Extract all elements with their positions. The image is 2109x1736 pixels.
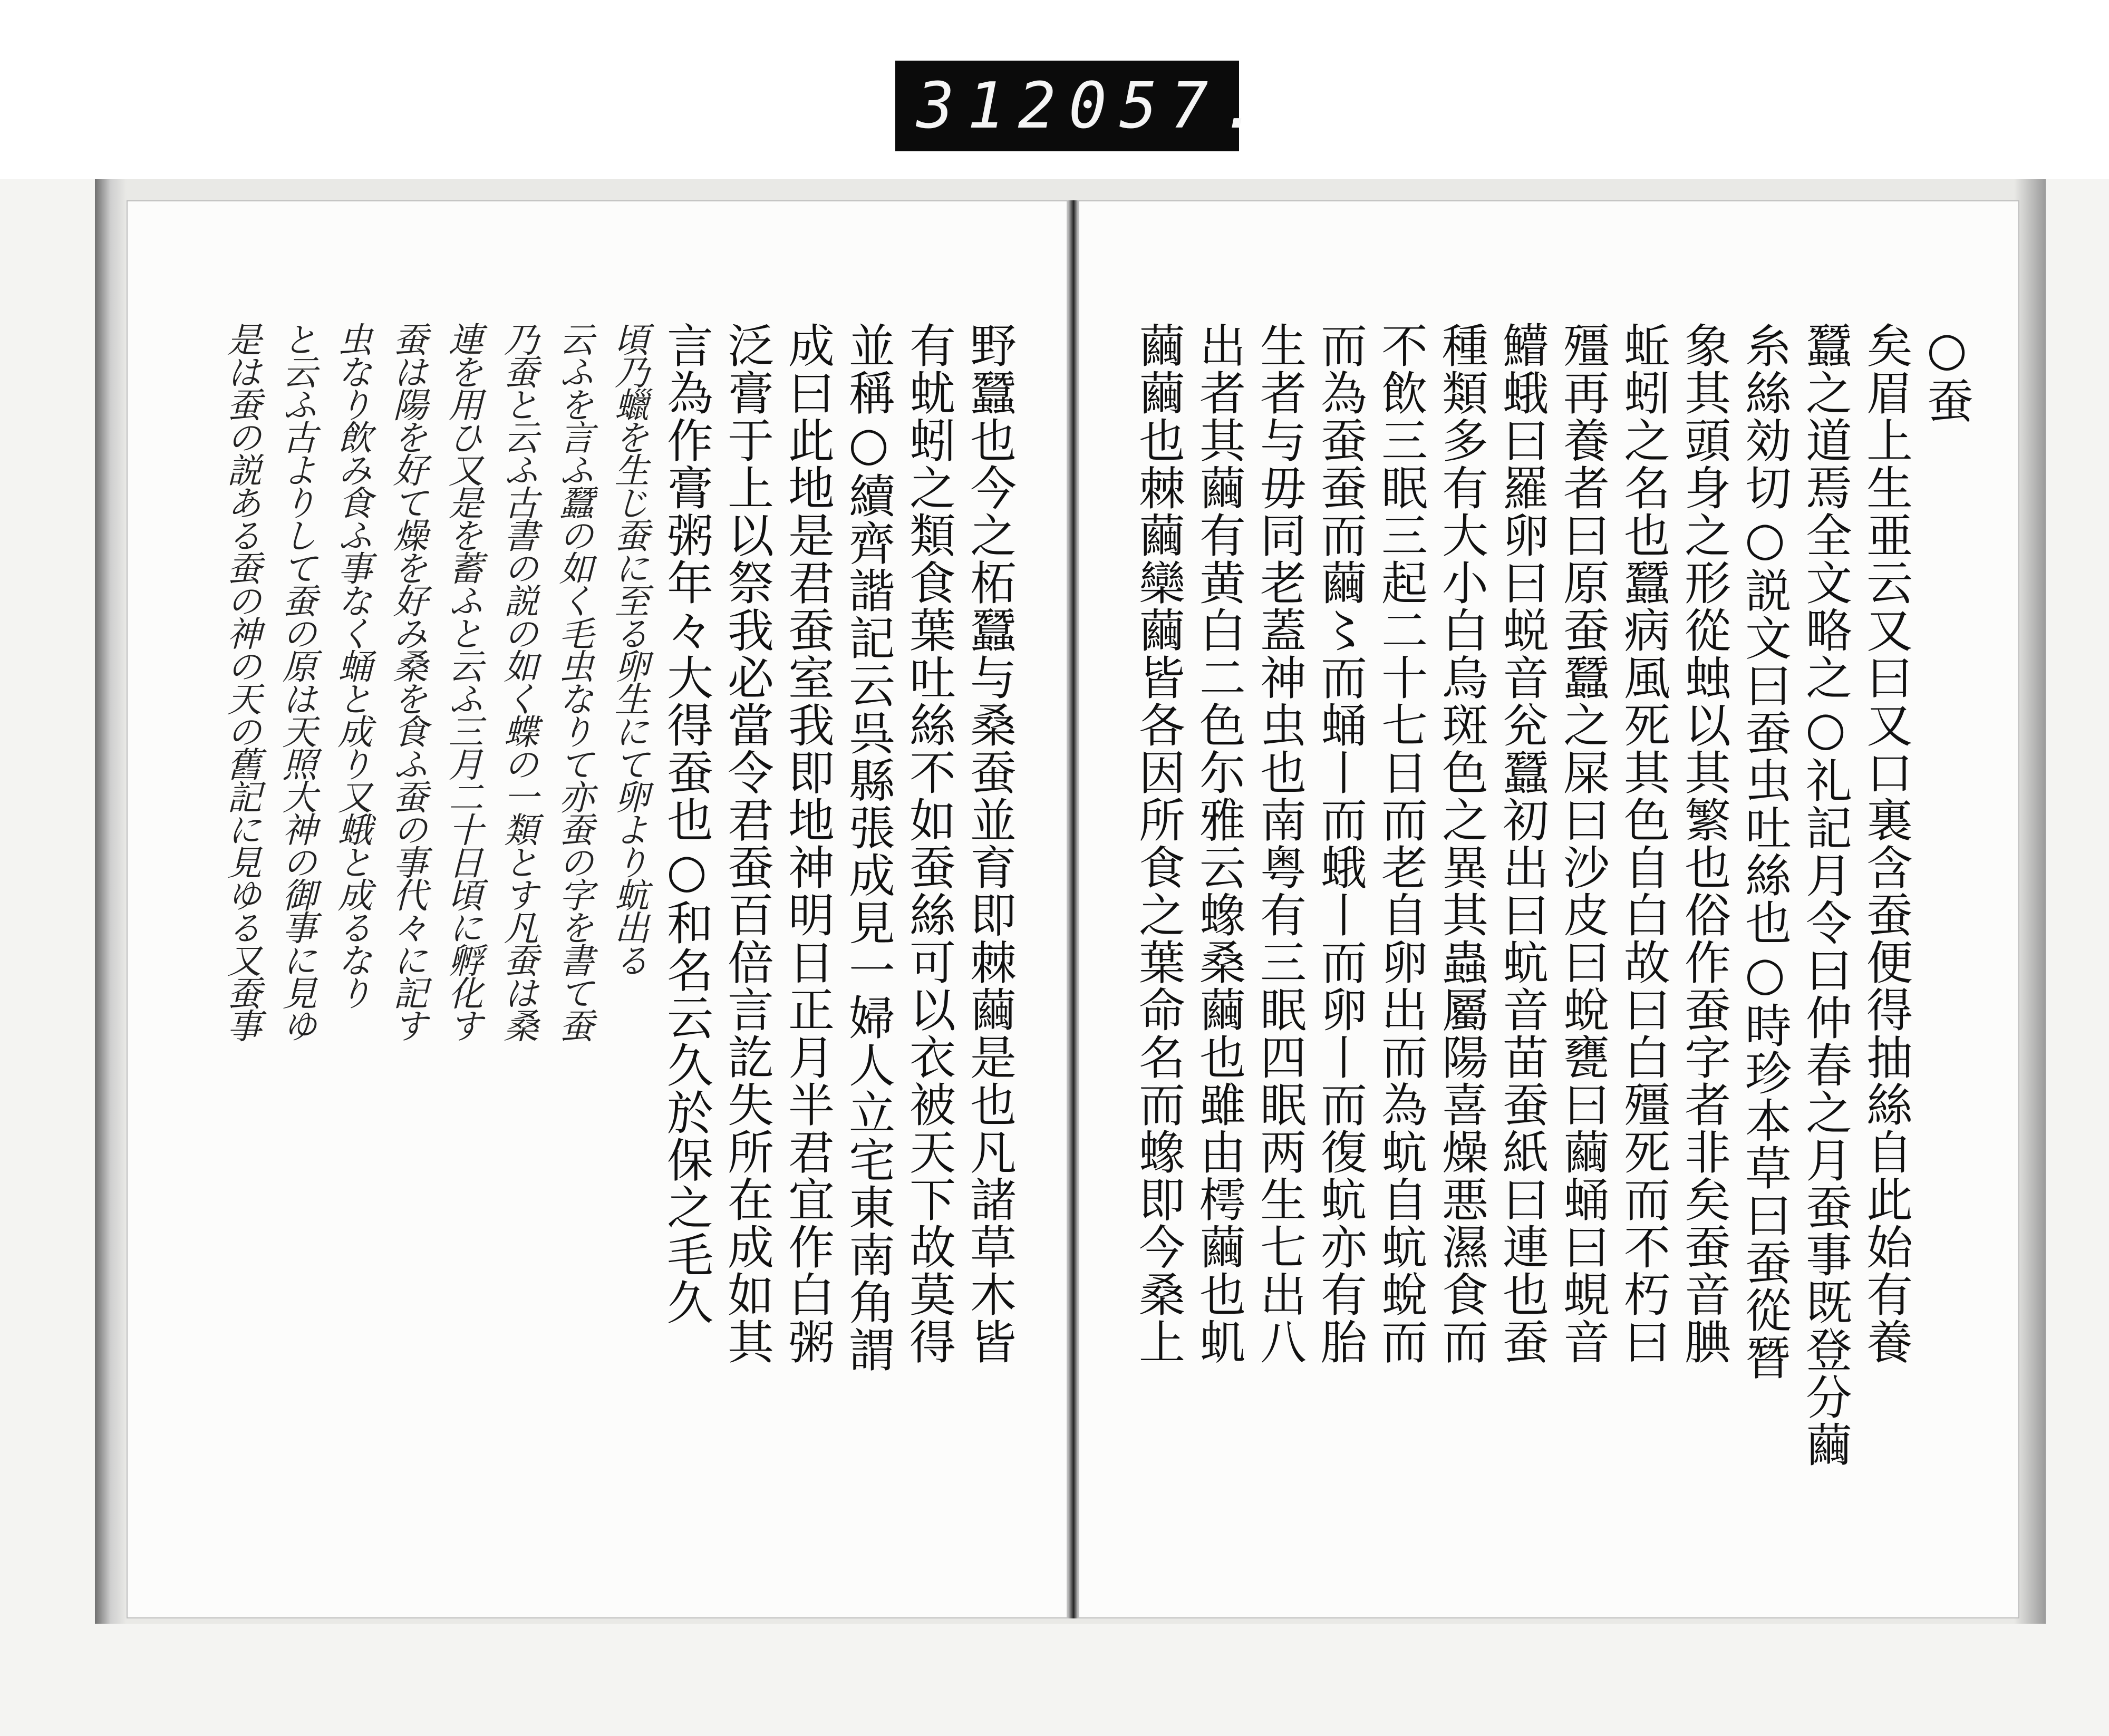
catalog-label [895, 61, 1272, 151]
text-column: 殭再養者曰原蚕蠶之屎曰沙皮曰蛻甕曰繭蛹曰蜆音 [1556, 322, 1610, 1365]
text-column: 糸絲効切○説文曰蚕虫吐絲也○時珍本草曰蚕從朁 [1738, 322, 1792, 1381]
text-column-b: ○礼記月令曰仲春之月蚕事既登分繭 [1798, 701, 1853, 1468]
handwritten-column: 乃蚕と云ふ古書の説の如く蝶の一類とす凡蚕は桑 [498, 322, 538, 1041]
text-column: 生者与毋同老蓋神虫也南粤有三眠四眠两生七出八 [1253, 322, 1307, 1365]
text-column: 而為蚕蚕而繭〻而蛹丨而蛾丨而卵丨而復蚢亦有胎 [1313, 322, 1368, 1365]
text-column-a: 矣眉上生亜云 [1859, 322, 1913, 606]
right-page [1078, 200, 2019, 1618]
right-page-text [1128, 322, 1977, 1550]
text-column: 成曰此地是君蚕室我即地神明日正月半君宜作白粥 [781, 322, 835, 1365]
text-column-a: 蠶之道焉全文略之 [1798, 322, 1853, 701]
handwritten-column: 蚕は陽を好て燥を好み桑を食ふ蚕の事代々に記す [387, 322, 428, 1041]
text-column: 不飲三眠三起二十七日而老自卵出而為蚢自蚢蛻而 [1374, 322, 1428, 1365]
text-column: 䲛蛾曰羅卵曰蜕音兊蠶初出曰蚢音苗蚕紙曰連也蚕 [1495, 322, 1550, 1365]
handwritten-column: 虫なり飲み食ふ事なく蛹と成り又蛾と成るなり [332, 322, 372, 1008]
text-column: ○蚕 [1920, 322, 1974, 424]
left-page [127, 200, 1068, 1618]
handwritten-column: と云ふ古よりして蚕の原は天照大神の御事に見ゆ [276, 322, 317, 1041]
text-column: 有蚘蚓之類食葉吐絲不如蚕絲可以衣被天下故莫得 [902, 322, 956, 1365]
left-page-text [161, 322, 1020, 1550]
handwritten-column: 云ふを言ふ蠶の如く毛虫なりて亦蚕の字を書て蚕 [553, 322, 594, 1041]
catalog-label-right: 057. [1068, 69, 1272, 143]
text-column: 出者其繭有黄白二色尓雅云蟓桑繭也雖由樗繭也虮 [1192, 322, 1246, 1365]
handwritten-column: 是は蚕の説ある蚕の神の天の舊記に見ゆる又蚕事 [221, 322, 262, 1041]
book-gutter [1068, 200, 1078, 1618]
handwritten-column: 連を用ひ又是を蓄ふと云ふ三月二十日頃に孵化す [442, 322, 483, 1041]
text-column: 蚯蚓之名也蠶病風死其色自白故曰白殭死而不朽曰 [1617, 322, 1671, 1365]
book-spread [95, 179, 2046, 1624]
text-column: 言為作膏粥年々大得蚕也○和名云久於保之毛久 [660, 322, 714, 1326]
text-column: 野蠶也今之柘蠶与桑蚕並育即棘繭是也凡諸草木皆 [963, 322, 1017, 1365]
text-column: 繭繭也棘繭欒繭皆各因所食之葉命名而蟓即今桑上 [1131, 322, 1186, 1365]
text-column: 泛膏于上以祭我必當令君蚕百倍言訖失所在成如其 [720, 322, 775, 1365]
text-column: 種類多有大小白烏斑色之異其蟲屬陽喜燥悪濕食而 [1435, 322, 1489, 1365]
text-column [1856, 322, 1917, 1550]
text-column: 並稱○續齊諧記云呉縣張成見一婦人立宅東南角謂 [841, 322, 896, 1373]
catalog-label-left: 312 [916, 69, 1069, 143]
text-column [1795, 322, 1856, 1550]
text-column-b: 又曰又口裏含蚕便得抽絲自此始有養 [1859, 606, 1913, 1365]
text-column: 象其頭身之形從䖵以其繁也俗作蚕字者非矣蚕音腆 [1677, 322, 1731, 1365]
handwritten-column: 頃乃蠟を生じ蚕に至る卵生にて卵より蚢出る [608, 322, 649, 975]
